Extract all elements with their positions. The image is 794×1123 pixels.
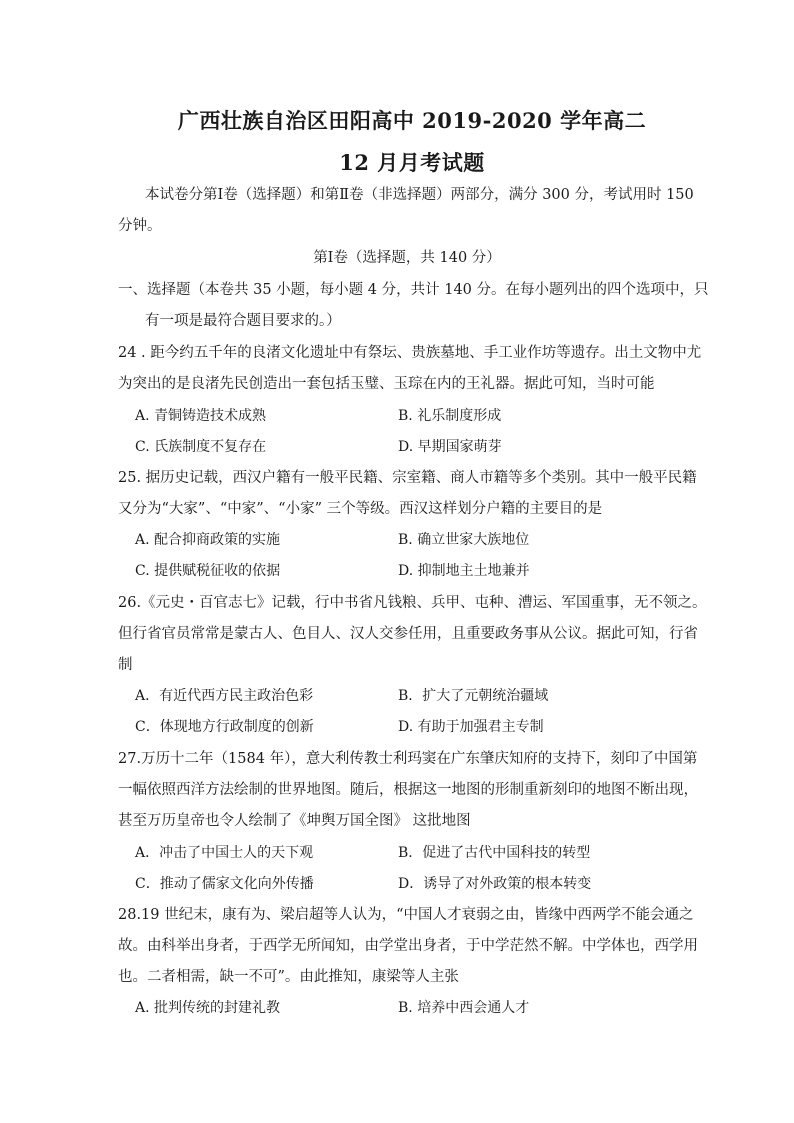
question-28-line-3: 也。二者相需，缺一不可”。由此推知，康梁等人主张	[118, 969, 459, 985]
question-25-line-1: 25. 据历史记载，西汉户籍有一般平民籍、宗室籍、商人市籍等多个类别。其中一般平民籍	[118, 470, 697, 486]
question-25-option-b: B. 确立世家大族地位	[398, 532, 530, 548]
question-27-line-1: 27.万历十二年（1584 年），意大利传教士利玛窦在广东肇庆知府的支持下，刻印了中国第	[118, 751, 698, 767]
question-26-option-a: A．有近代西方民主政治色彩	[135, 688, 314, 704]
question-28-line-2: 故。由科举出身者，于西学无所闻知，由学堂出身者，于中学茫然不解。中学体也，西学用	[118, 938, 698, 954]
intro-line-2: 分钟。	[118, 218, 162, 234]
question-26-line-2: 但行省官员常常是蒙古人、色目人、汉人交参任用，且重要政务事从公议。据此可知，行省	[118, 626, 698, 642]
question-27-option-d: D．诱导了对外政策的根本转变	[398, 876, 592, 892]
exam-title: 广西壮族自治区田阳高中 2019-2020 学年高二	[177, 108, 647, 133]
question-24-option-a: A. 青铜铸造技术成熟	[135, 408, 267, 424]
question-24-option-d: D. 早期国家萌芽	[398, 439, 502, 455]
question-26-line-3: 制	[118, 657, 133, 673]
question-24-option-b: B. 礼乐制度形成	[398, 408, 502, 424]
question-27-option-a: A．冲击了中国士人的天下观	[135, 845, 314, 861]
question-26-line-1: 26.《元史・百官志七》记载，行中书省凡钱粮、兵甲、屯种、漕运、军国重事，无不领之。	[118, 595, 707, 611]
question-24-option-c: C. 氏族制度不复存在	[135, 439, 267, 455]
question-26-option-b: B．扩大了元朝统治疆域	[398, 688, 549, 704]
section-heading: 第Ⅰ卷（选择题，共 140 分）	[313, 250, 501, 266]
question-25-option-c: C. 提供赋税征收的依据	[135, 563, 281, 579]
question-28-option-b: B. 培养中西会通人才	[398, 1000, 530, 1016]
question-28-line-1: 28.19 世纪末，康有为、梁启超等人认为，“中国人才衰弱之由，皆缘中西两学不能会通之	[118, 907, 694, 923]
question-27-line-2: 一幅依照西洋方法绘制的世界地图。随后，根据这一地图的形制重新刻印的地图不断出现，	[118, 782, 698, 798]
question-26-option-c: C．体现地方行政制度的创新	[135, 719, 314, 735]
question-24-line-2: 为突出的是良渚先民创造出一套包括玉璧、玉琮在内的王礼器。据此可知，当时可能	[118, 376, 655, 392]
question-27-option-b: B．促进了古代中国科技的转型	[398, 845, 591, 861]
question-27-line-3: 甚至万历皇帝也令人绘制了《坤舆万国全图》 这批地图	[118, 813, 471, 829]
exam-subtitle: 12 月月考试题	[339, 150, 485, 175]
instructions-line-1: 一、选择题（本卷共 35 小题，每小题 4 分，共计 140 分。在每小题列出的四个选项中，只	[118, 282, 709, 298]
instructions-line-2: 有一项是最符合题目要求的。）	[145, 313, 341, 329]
question-25-option-a: A. 配合抑商政策的实施	[135, 532, 281, 548]
question-25-line-2: 又分为“大家”、“中家”、“小家” 三个等级。西汉这样划分户籍的主要目的是	[118, 501, 603, 517]
question-28-option-a: A. 批判传统的封建礼教	[135, 1000, 281, 1016]
question-27-option-c: C．推动了儒家文化向外传播	[135, 876, 314, 892]
question-24-line-1: 24 . 距今约五千年的良渚文化遗址中有祭坛、贵族墓地、手工业作坊等遗存。出土文物中尤	[118, 345, 702, 361]
intro-line-1: 本试卷分第Ⅰ卷（选择题）和第Ⅱ卷（非选择题）两部分，满分 300 分，考试用时 150	[145, 187, 694, 203]
question-25-option-d: D. 抑制地主土地兼并	[398, 563, 530, 579]
question-26-option-d: D. 有助于加强君主专制	[398, 719, 544, 735]
